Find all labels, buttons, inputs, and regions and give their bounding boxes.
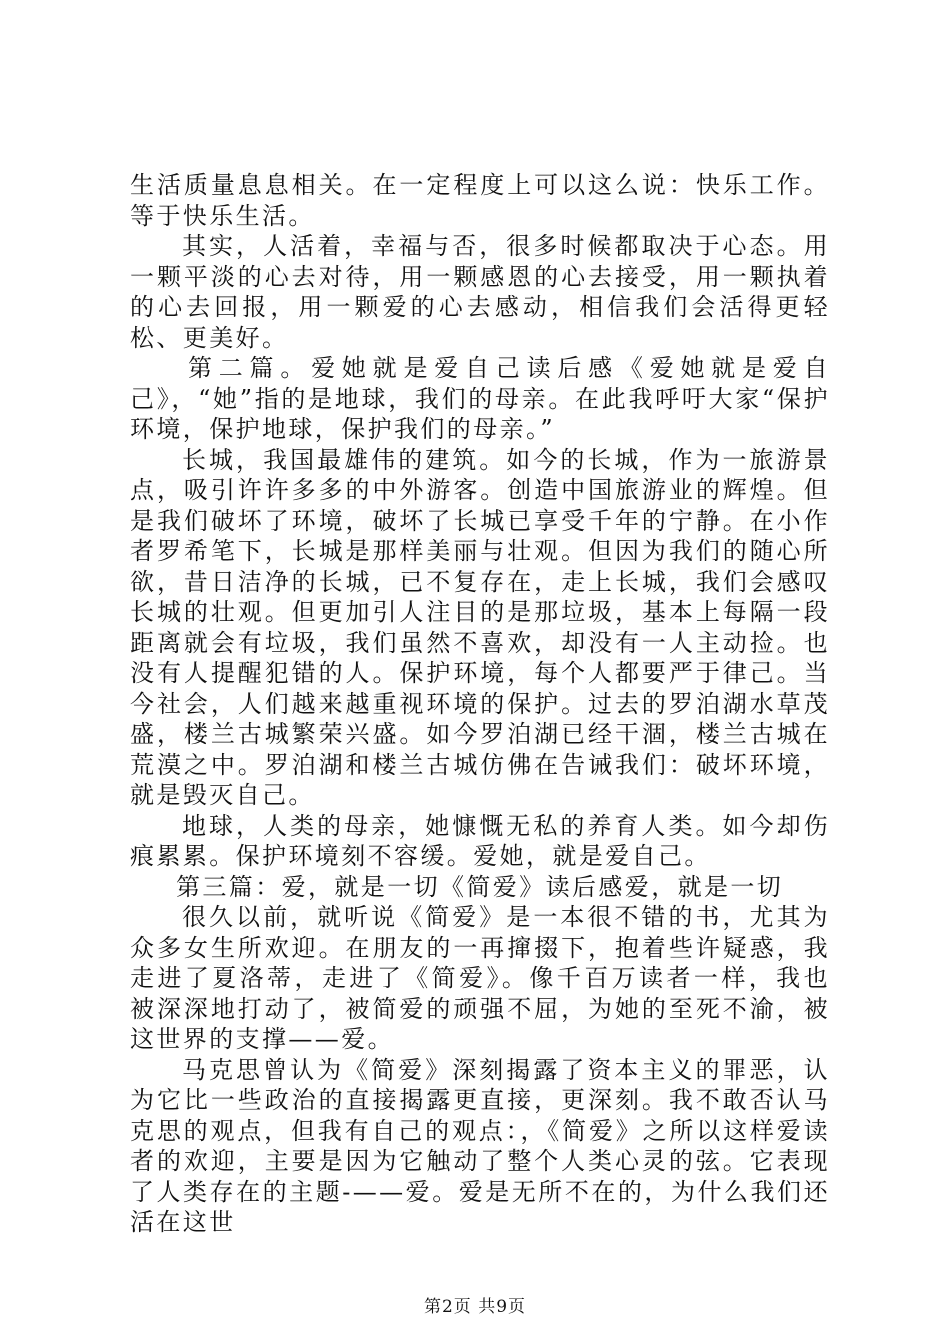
paragraph-earth-mother: 地球，人类的母亲，她慷慨无私的养育人类。如今却伤痕累累。保护环境刻不容缓。爱她，就是爱自己。 [130,811,830,870]
paragraph-continuation: 生活质量息息相关。在一定程度上可以这么说：快乐工作。等于快乐生活。 [130,171,830,230]
paragraph-third-article-title: 第三篇：爱，就是一切《简爱》读后感爱，就是一切 [176,872,784,901]
paragraph-second-article-intro: 第二篇。爱她就是爱自己读后感《爱她就是爱自己》，“她”指的是地球，我们的母亲。在此我呼吁大家“保护环境，保护地球，保护我们的母亲。” [130,354,830,443]
paragraph-jane-eyre-intro: 很久以前，就听说《简爱》是一本很不错的书，尤其为众多女生所欢迎。在朋友的一再撺掇下，抱着些许疑惑，我走进了夏洛蒂，走进了《简爱》。像千百万读者一样，我也被深深地打动了，被简爱的顽强不屈，为她的至死不渝，被这世界的支撑——爱。 [130,903,830,1053]
paragraph-marx-view: 马克思曾认为《简爱》深刻揭露了资本主义的罪恶，认为它比一些政治的直接揭露更直接，更深刻。我不敢否认马克思的观点，但我有自己的观点：，《简爱》之所以这样爱读者的欢迎，主要是因为它触动了整个人类心灵的弦。它表现了人类存在的主题-——爱。爱是无所不在的，为什么我们还活在这世 [130,1055,830,1236]
page-number-footer: 第2页 共9页 [423,1297,527,1317]
paragraph-great-wall: 长城，我国最雄伟的建筑。如今的长城，作为一旅游景点，吸引许许多多的中外游客。创造中国旅游业的辉煌。但是我们破坏了环境，破坏了长城已享受千年的宁静。在小作者罗希笔下，长城是那样美丽与壮观。但因为我们的随心所欲，昔日洁净的长城，已不复存在，走上长城，我们会感叹长城的壮观。但更加引人注目的是那垃圾，基本上每隔一段距离就会有垃圾，我们虽然不喜欢，却没有一人主动捡。也没有人提醒犯错的人。保护环境，每个人都要严于律己。当今社会，人们越来越重视环境的保护。过去的罗泊湖水草茂盛，楼兰古城繁荣兴盛。如今罗泊湖已经干涸，楼兰古城在荒漠之中。罗泊湖和楼兰古城仿佛在告诫我们：破坏环境，就是毁灭自己。 [130,445,830,809]
paragraph-mindset: 其实，人活着，幸福与否，很多时候都取决于心态。用一颗平淡的心去对待，用一颗感恩的心去接受，用一颗执着的心去回报，用一颗爱的心去感动，相信我们会活得更轻松、更美好。 [130,232,830,352]
document-body [130,170,830,1238]
